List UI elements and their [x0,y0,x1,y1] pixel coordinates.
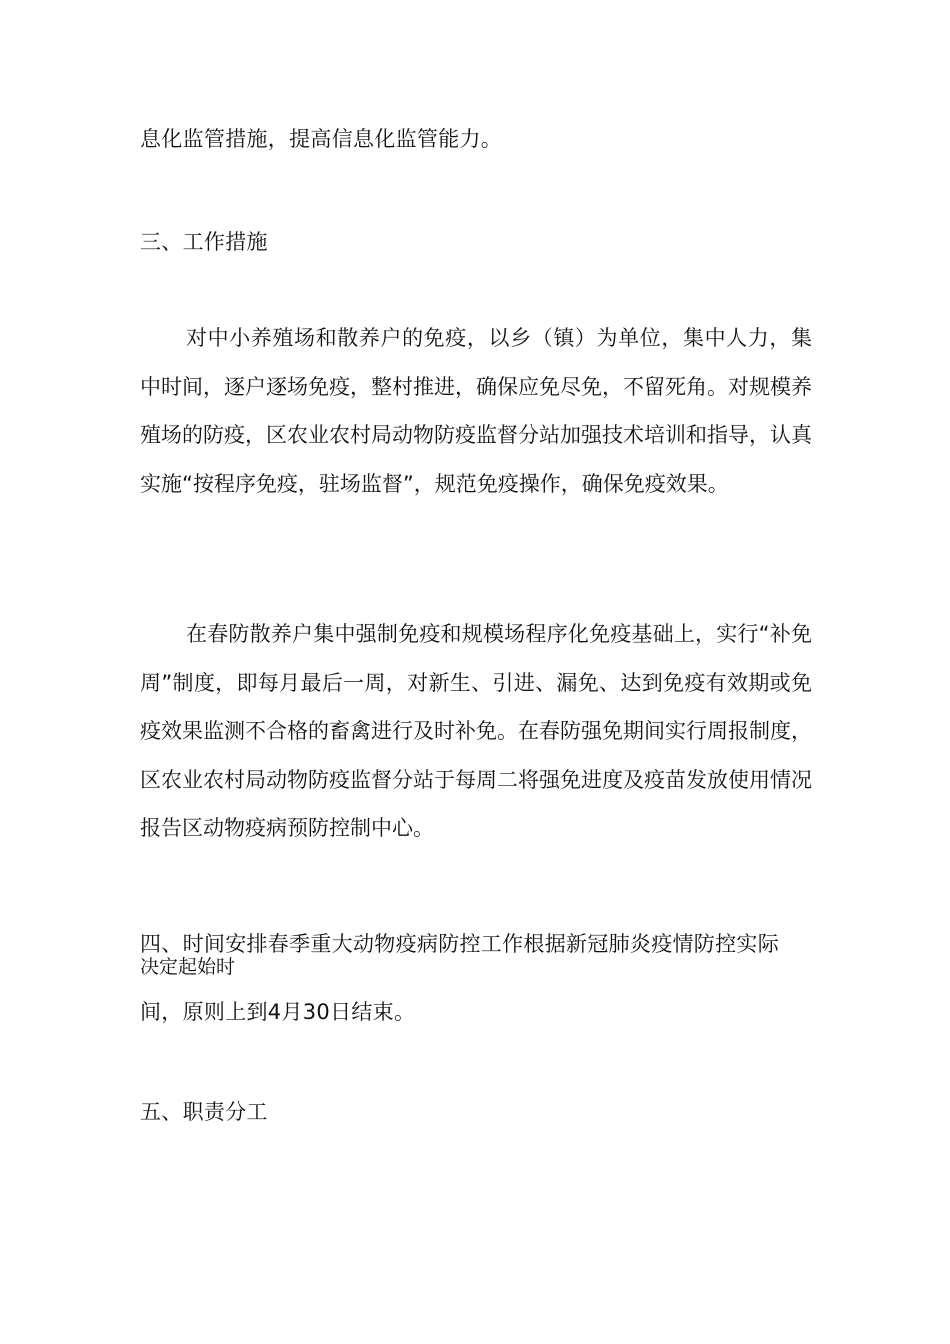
section-heading-5: 五、职责分工 [140,1100,268,1124]
section-heading-4-wrap: 决定起始时 [140,956,236,978]
section-4-continuation: 间，原则上到4月30日结束。 [140,1000,416,1024]
section-heading-3: 三、工作措施 [140,230,268,254]
section-heading-4: 四、时间安排春季重大动物疫病防控工作根据新冠肺炎疫情防控实际 [140,932,779,956]
paragraph-measures-1: 对中小养殖场和散养户的免疫，以乡（镇）为单位，集中人力，集中时间，逐户逐场免疫，整村推进，确保应免尽免，不留死角。对规模养殖场的防疫，区农业农村局动物防疫监督分站加强技术培训和指导，认真实施“按程序免疫，驻场监督”，规范免疫操作，确保免疫效果。 [140,326,812,496]
paragraph-measures-2: 在春防散养户集中强制免疫和规模场程序化免疫基础上，实行“补免周”制度，即每月最后一周，对新生、引进、漏免、达到免疫有效期或免疫效果监测不合格的畜禽进行及时补免。在春防强免期间实行周报制度，区农业农村局动物防疫监督分站于每周二将强免进度及疫苗发放使用情况报告区动物疫病预防控制中心。 [140,622,812,840]
text-line-continuation: 息化监管措施，提高信息化监管能力。 [140,127,503,151]
